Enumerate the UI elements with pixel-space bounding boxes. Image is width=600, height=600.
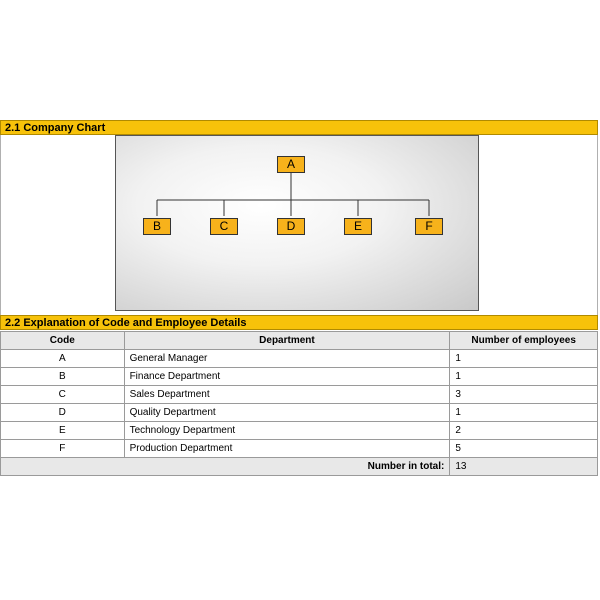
chart-area — [0, 135, 598, 315]
total-row — [1, 458, 598, 476]
cell-code: B — [1, 368, 125, 386]
cell-department: General Manager — [124, 350, 450, 368]
cell-department: Sales Department — [124, 386, 450, 404]
total-label: Number in total: — [1, 458, 450, 476]
cell-department: Production Department — [124, 440, 450, 458]
total-value: 13 — [450, 458, 598, 476]
section-header-company-chart — [0, 120, 598, 135]
org-node-c: C — [210, 218, 238, 235]
org-node-f: F — [415, 218, 443, 235]
org-node-d: D — [277, 218, 305, 235]
table-row — [1, 350, 598, 368]
table-header-row — [1, 332, 598, 350]
cell-employees: 3 — [450, 386, 598, 404]
section-title: 2.1 Company Chart — [5, 122, 106, 134]
table-row — [1, 440, 598, 458]
cell-employees: 1 — [450, 368, 598, 386]
cell-employees: 1 — [450, 404, 598, 422]
org-node-a: A — [277, 156, 305, 173]
org-node-b: B — [143, 218, 171, 235]
cell-employees: 2 — [450, 422, 598, 440]
section-title: 2.2 Explanation of Code and Employee Details — [5, 317, 247, 329]
cell-employees: 5 — [450, 440, 598, 458]
table-row — [1, 422, 598, 440]
table-row — [1, 386, 598, 404]
cell-employees: 1 — [450, 350, 598, 368]
section-header-employee-details — [0, 315, 598, 330]
header-code: Code — [1, 332, 125, 350]
cell-department: Finance Department — [124, 368, 450, 386]
table-row — [1, 404, 598, 422]
header-employees: Number of employees — [450, 332, 598, 350]
cell-code: E — [1, 422, 125, 440]
org-chart — [115, 135, 479, 311]
cell-department: Quality Department — [124, 404, 450, 422]
cell-code: D — [1, 404, 125, 422]
cell-code: F — [1, 440, 125, 458]
table-row — [1, 368, 598, 386]
header-department: Department — [124, 332, 450, 350]
cell-department: Technology Department — [124, 422, 450, 440]
cell-code: A — [1, 350, 125, 368]
org-node-e: E — [344, 218, 372, 235]
cell-code: C — [1, 386, 125, 404]
employee-table — [0, 331, 598, 476]
